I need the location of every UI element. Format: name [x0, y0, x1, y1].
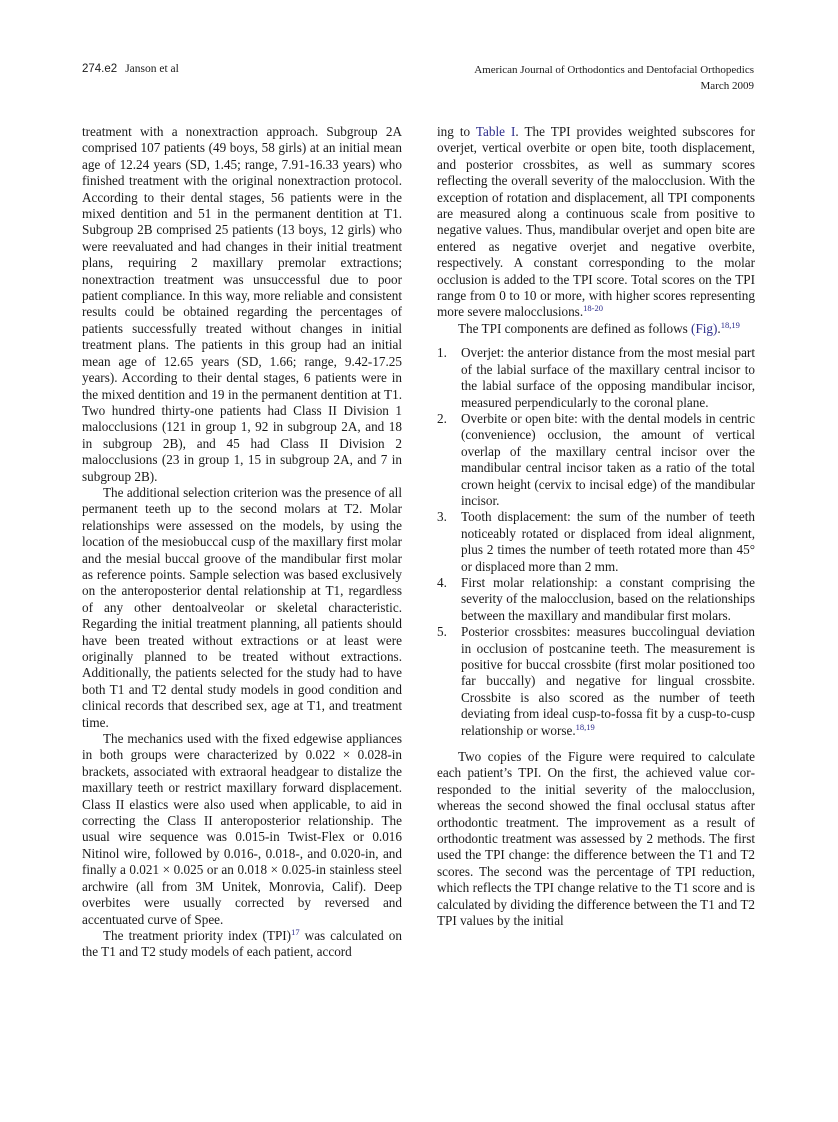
paragraph: Two copies of the Figure were required to calculate each patient’s TPI. On the first, the achieved value corresponded to the initial severity of the malocclusion, whereas the second showed the final occlusal status after orthodontic treatment. The improvement as a result of orthodontic treatment was assessed by 2 methods. The first used the TPI change: the difference between the T1 and T2 scores. The second was the percentage of TPI reduction, which reflects the TPI change relative to the T1 score and is calculated by dividing the difference between the T1 and T2 TPI values by the initial [437, 749, 755, 929]
paragraph [437, 321, 755, 337]
list-number: 1. [437, 345, 447, 361]
paragraph-text: was calculated on the T1 and T2 study models of each patient, accord [82, 927, 402, 960]
list-item-text: Posterior crossbites: measures buccolingual deviation in occlusion of postcanine teeth. The measurement is positive for buccal crossbite (first molar positioned too far buccally) and negative for lingual crossbite. Crossbite is also scored as the number of teeth deviating from ideal cusp-to-fossa fit by a cusp-to-cusp relationship or worse. [461, 624, 755, 738]
list-item [437, 509, 755, 575]
running-authors: Janson et al [125, 63, 179, 75]
left-column [82, 124, 402, 961]
table-link[interactable]: Table I [475, 124, 516, 139]
paragraph: The additional selection criterion was the presence of all permanent teeth up to the second molars at T2. Molar relationships were assessed on the models, by using the location of the mesiobuccal cusp of the maxillary first molar and the mesial buccal groove of the mandibular first molar as reference points. Sample selection was based exclusively on the anteroposterior dental relationship at T1, regardless of any other dentoalveolar or skeletal characteristic. Regarding the initial treatment planning, all patients should have been treated without extractions or at least were originally planned to be treated without extractions. Additionally, the patients selected for the study had to have both T1 and T2 dental study models in good condition and clinical records that described sex, age at T1, and treatment time. [82, 484, 402, 730]
list-item-text: Overjet: the anterior distance from the most mesial part of the labial surface of the maxillary central incisor to the labial surface of the opposing mandibular incisor, measured perpendicularly to the coronal plane. [461, 345, 755, 410]
list-item [437, 345, 755, 411]
paragraph-text: . The TPI provides weighted subscores for overjet, vertical overbite or open bite, tooth displacement, and posterior crossbites, as well as summary scores reflecting the overall severity of the malocclusion. With the exception of rotation and displacement, all TPI components are measured along a continuous scale from positive to negative values. Thus, mandibular overjet and open bite are entered as negative overjet and negative overbite, respectively. A constant corresponding to the molar occlusion is added to the TPI score. Total scores on the TPI range from 0 to 10 or more, with higher scores representing more severe malocclusions. [437, 124, 756, 320]
list-item [437, 411, 755, 509]
paragraph [82, 928, 402, 961]
issue-date: March 2009 [700, 80, 754, 92]
citation-link[interactable]: 17 [291, 926, 300, 937]
page-number: 274.e2 [82, 63, 118, 75]
list-number: 3. [437, 509, 447, 525]
paragraph-text: ing to [437, 124, 476, 139]
tpi-components-list [437, 345, 755, 739]
running-header-left [82, 63, 179, 75]
right-column [437, 124, 755, 930]
list-item-text: Tooth displacement: the sum of the number of teeth noticeably rotated or displaced from ideal alignment, plus 2 times the number of teeth rotated more than 45° or displaced more than 2 mm. [461, 509, 755, 574]
list-number: 2. [437, 410, 447, 426]
citation-link[interactable]: 18,19 [720, 319, 740, 330]
list-item-text: First molar relationship: a constant comprising the severity of the malocclusion, based on the relationships between the maxillary and mandibular first molars. [461, 574, 755, 623]
running-header-right [474, 62, 754, 94]
paragraph: treatment with a nonextraction approach. Subgroup 2A comprised 107 patients (49 boys, 58 girls) at an initial mean age of 12.24 years (SD, 1.45; range, 7.91-16.33 years) who finished treatment with the original nonextraction protocol. According to their dental stages, 56 patients were in the mixed dentition and 51 in the permanent dentition at T1. Subgroup 2B comprised 25 patients (13 boys, 12 girls) who were reevaluated and had changes in their initial treatment plans, requiring 2 maxillary premolar extractions; nonextraction treatment was unsuccessful due to poor patient compliance. In this way, more reliable and consistent results could be obtained regarding the percentages of patients successfully treated without changes in initial treatment plans. The patients in this group had an initial mean age of 12.65 years (SD, 1.66; range, 9.42-17.25 years). According to their dental stages, 6 patients were in the mixed dentition and 19 in the permanent dentition at T1. Two hundred thirty-one patients had Class II Division 1 malocclusions (121 in group 1, 92 in subgroup 2A, and 18 in subgroup 2B), and 45 had Class II Division 2 malocclusions (23 in group 1, 15 in subgroup 2A, and 7 in subgroup 2B). [82, 124, 402, 484]
list-item [437, 575, 755, 624]
list-number: 5. [437, 624, 447, 640]
list-item-text: Overbite or open bite: with the dental models in centric (convenience) occlusion, the amount of vertical overlap of the maxillary central incisor over the mandibular central incisor taken as a ratio of the total crown height (cervix to incisal edge) of the mandibular incisor. [461, 410, 755, 508]
figure-link[interactable]: (Fig) [691, 320, 718, 336]
list-item [437, 624, 755, 739]
paragraph [437, 124, 755, 321]
paragraph-text: The TPI components are defined as follows [458, 320, 692, 336]
list-number: 4. [437, 574, 447, 590]
paragraph-text: . [717, 320, 721, 336]
citation-link[interactable]: 18,19 [575, 721, 595, 732]
journal-name: American Journal of Orthodontics and Dentofacial Orthopedics [474, 64, 754, 76]
paragraph-text: The treatment priority index (TPI) [103, 927, 292, 943]
citation-link[interactable]: 18-20 [583, 303, 603, 314]
paragraph: The mechanics used with the fixed edgewise appliances in both groups were characterized by 0.022 × 0.028-in brackets, associated with extraoral headgear to distalize the maxillary teeth or restrict maxillary forward displacement. Class II elastics were also used when applicable, to aid in correcting the Class II anteroposterior relationship. The usual wire sequence was 0.015-in Twist-Flex or 0.016 Nitinol wire, followed by 0.016-, 0.018-, and 0.020-in, and finally a 0.021 × 0.025 or an 0.018 × 0.025-in stainless steel archwire (all from 3M Unitek, Monrovia, Calif). Deep overbites were usually corrected by reversed and accentuated curve of Spee. [82, 731, 402, 927]
